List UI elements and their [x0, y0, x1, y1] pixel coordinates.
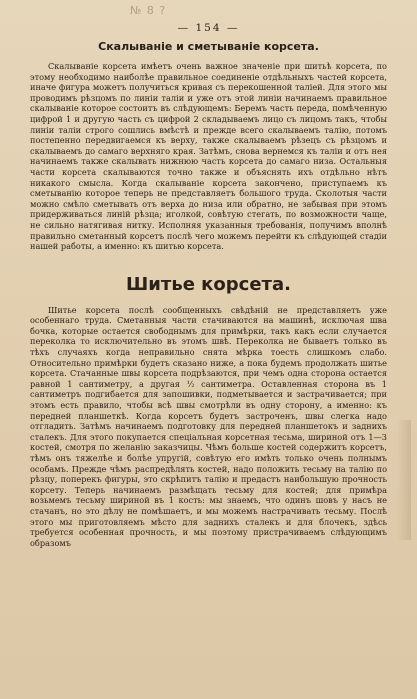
handwritten-margin-note: № 8 ?	[130, 4, 167, 17]
chapter-heading-shitie: Шитье корсета.	[126, 273, 291, 295]
section-paragraph-shitie: Шитье корсета послѣ сообщенныхъ свѣдѣній не представляетъ уже особеннаго труда. Сметанныя части стачиваются на машинѣ, исключая шва бочка, которые остается свободнымъ для примѣрки, такъ какъ если случается переколка то исключительно въ этомъ швѣ. Переколка не бываетъ только въ тѣхъ случаяхъ когда неправильно снята мѣрка тоесть слишкомъ слабо. Относительно примѣрки будетъ сказано ниже, а пока будемъ продолжать шитье корсета. Стачанные швы корсета подрѣзаются, при чемъ одна сторона остается равной 1 сантиметру, а другая ½ сантиметра. Оставленная сторона въ 1 сантиметръ подгибается для запошивки, подметывается и застрачивается; при этомъ есть правило, чтобы всѣ швы смотрѣли въ одну сторону, а именно: къ передней планшеткѣ. Когда корсетъ будетъ застроченъ, швы слегка надо отгладить. Затѣмъ начинаемъ подготовку для передней планшетокъ и заднихъ сталекъ. Для этого покупается спеціальная корсетная тесьма, шириной отъ 1—3 костей, смотря по желанію заказчицы. Чѣмъ больше костей содержитъ корсетъ, тѣмъ онъ тяжелѣе и болѣе упругій, совѣтую его имѣть только очень полнымъ особамъ. Прежде чѣмъ распредѣлять костей, надо положить тесьму на талію по рѣзцу, поперекъ фигуры, это скрѣпитъ талію и предастъ наибольшую прочность корсету. Теперь начинаемъ размѣщать тесьму для костей; для примѣра возьмемъ тесьму шириной въ 1 кость: мы знаемъ, что одинъ шовъ у насъ не стачанъ, но это дѣлу не помѣшаетъ, и мы можемъ настрачивать тесьму. Послѣ этого мы приготовляемъ мѣсто для заднихъ сталекъ и для блочекъ, здѣсь требуется особенная прочность, и мы поэтому пристрачиваемъ слѣдующимъ образомъ	[30, 304, 387, 548]
section-paragraph-skalyvanie: Скалываніе корсета имѣетъ очень важное значеніе при шитьѣ корсета, по этому необходимо наиболѣе правильное соединеніе отдѣльныхъ частей корсета, иначе фигура можетъ получиться кривая съ перекошенной таліей. Для этого мы проводимъ рѣзцомъ по линіи таліи и уже отъ этой линіи начинаемъ правильное скалываніе которое состоитъ въ слѣдующемъ: Беремъ часть переда, помѣченную цифрой 1 и другую часть съ цифрой 2 складываемъ лицо съ лицомъ такъ, чтобы линіи таліи строго сошлись вмѣстѣ и прежде всего скалываемъ талію, потомъ постепенно передвигаемся къ верху, также скалываемъ рѣзецъ съ рѣзцомъ и скалываемъ до самаго верхняго края. Затѣмъ, снова вернемся къ таліи и отъ нея начинаемъ также скалывать нижнюю часть корсета до самаго низа. Остальныя части корсета скалываются точно также и объяснять ихъ отдѣльно нѣтъ никакого смысла. Когда скалываніе корсета закончено, приступаемъ къ сметыванію которое теперь не представляетъ большого труда. Сколотыя части можно смѣло сметывать отъ верха до низа или обратно, не забывая при этомъ придерживаться линій рѣзца; иголкой, совѣтую стегать, по возможности чаще, не сильно натягивая нитку. Исполняя указанныя требованія, получимъ вполнѣ правильно сметанный корсетъ послѣ чего можемъ перейти къ слѣдующей стадіи нашей работы, а именно: къ шитью корсета.	[30, 61, 387, 252]
page-edge-stain	[397, 420, 411, 540]
page-number: — 154 —	[177, 22, 240, 34]
section-heading-skalyvanie: Скалываніе и сметываніе корсета.	[98, 40, 319, 53]
